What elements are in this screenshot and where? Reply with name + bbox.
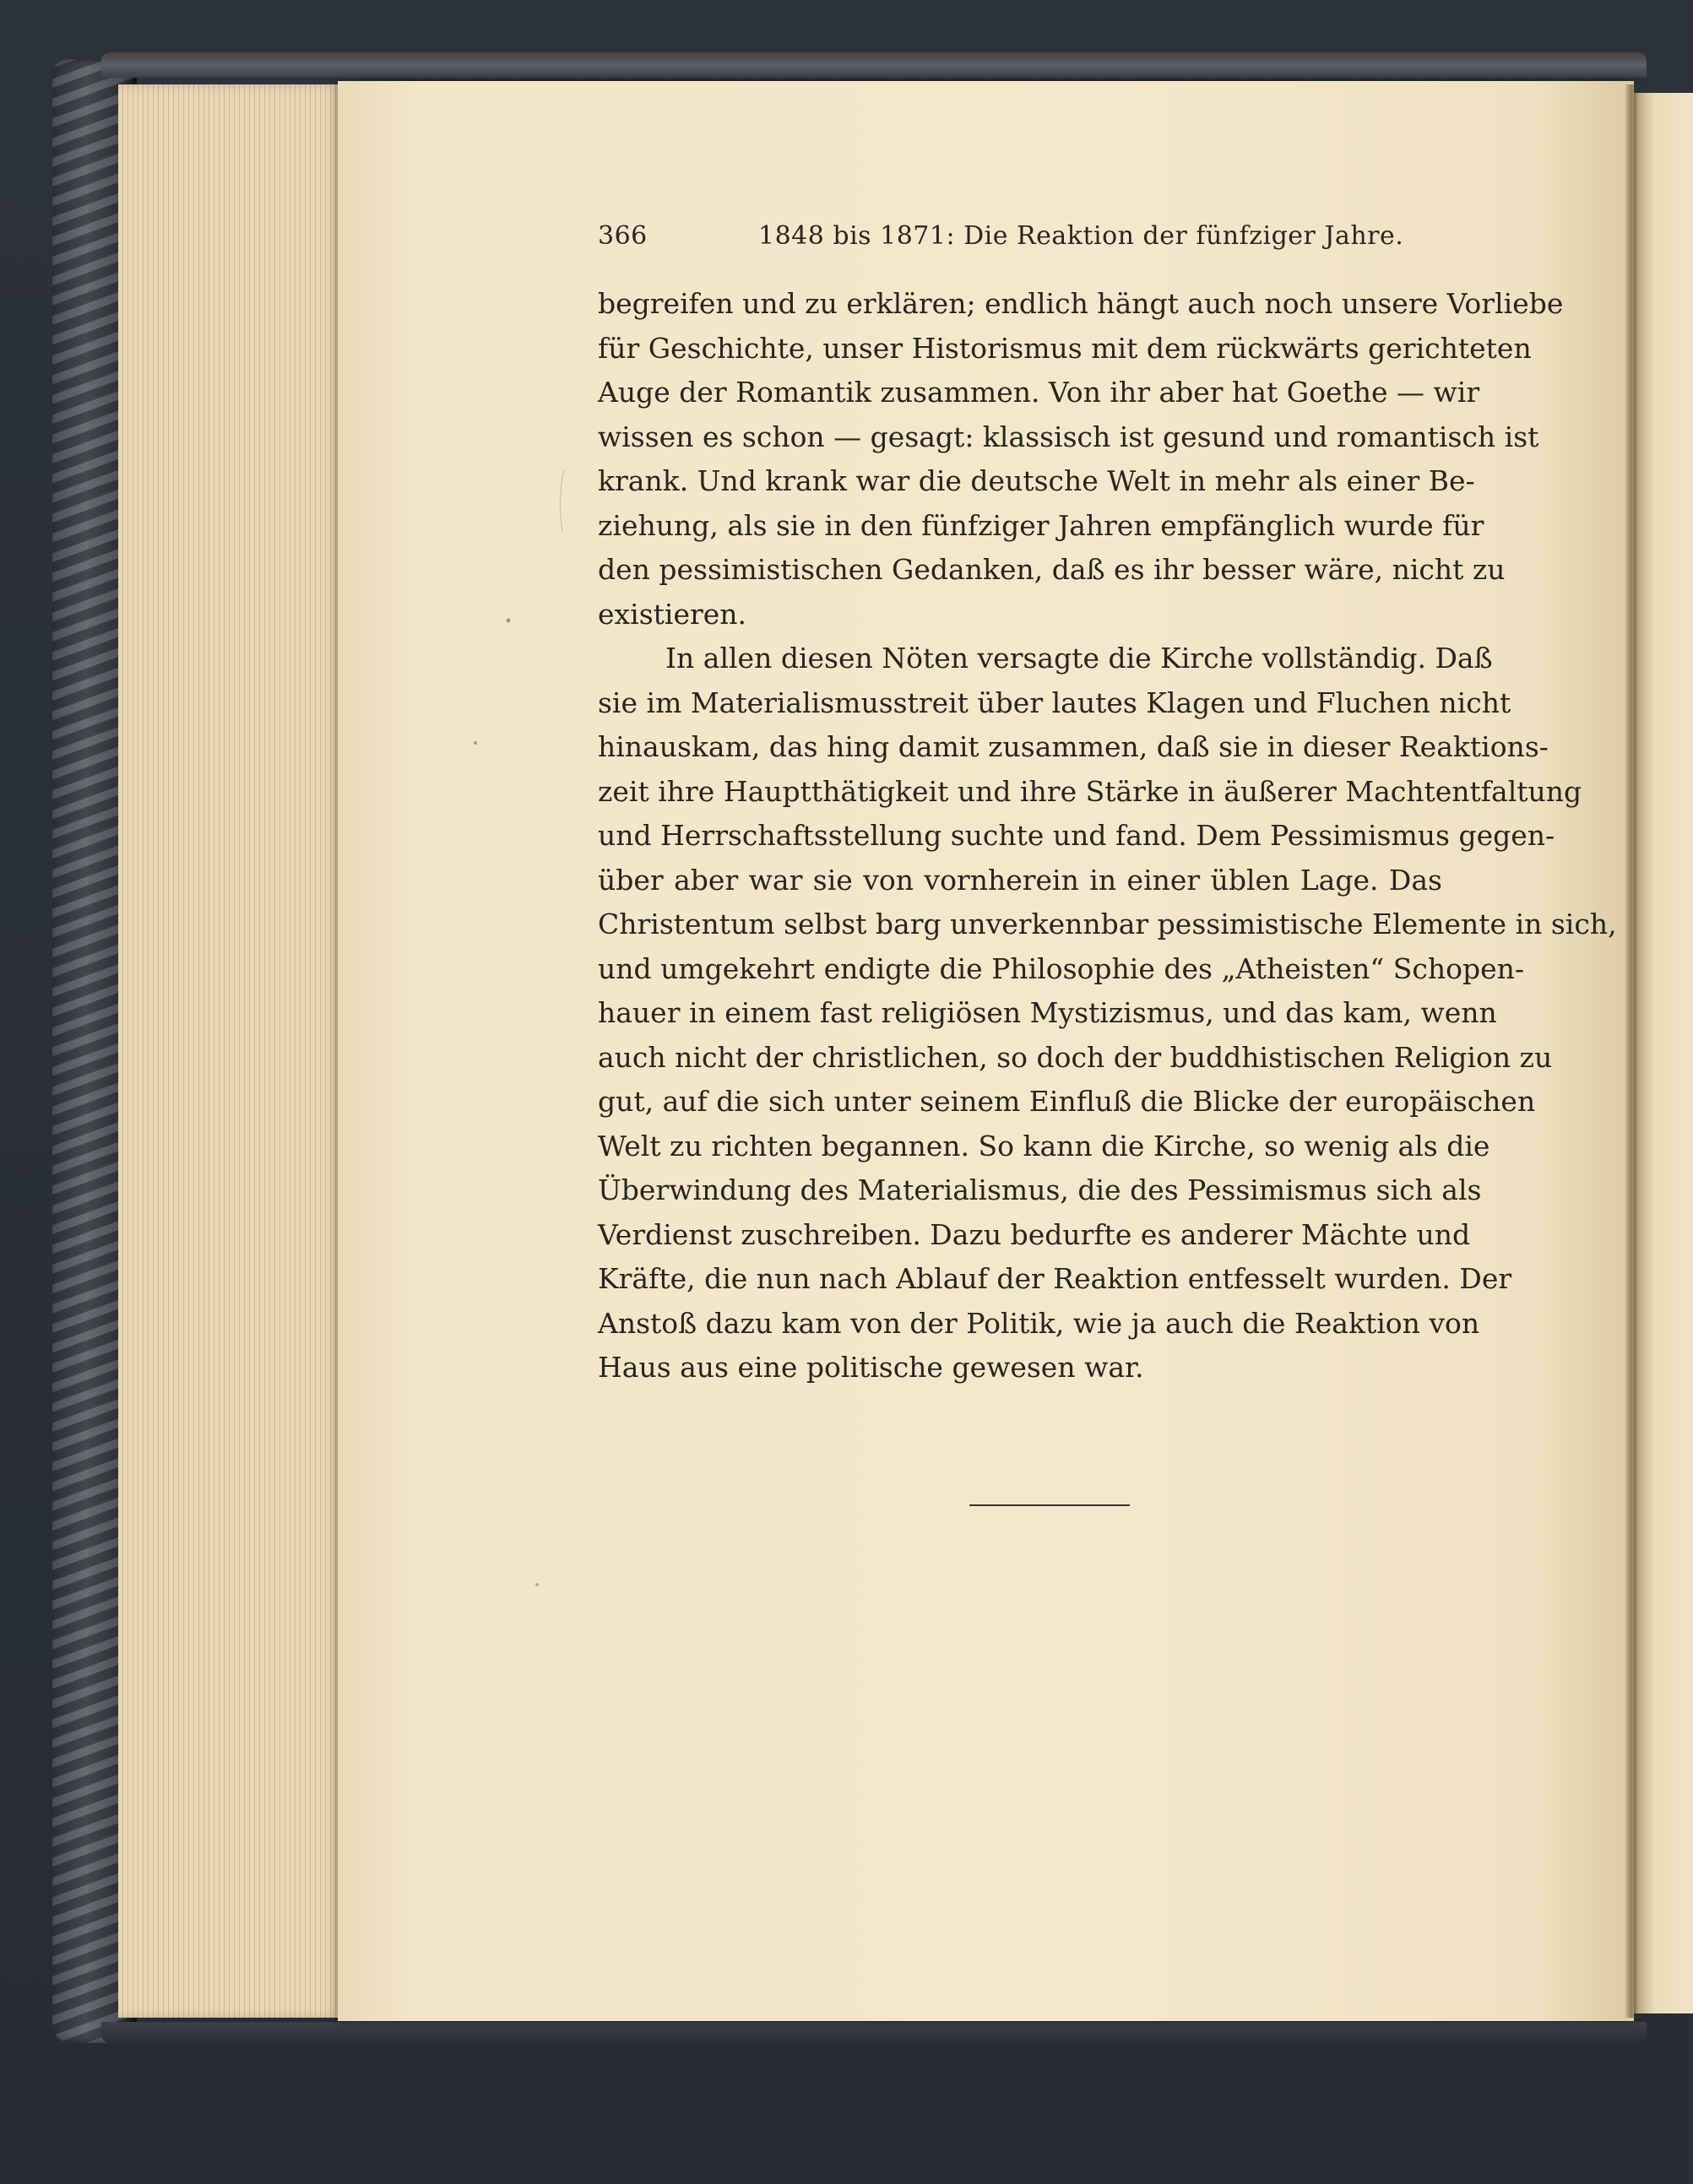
page-number: 366 — [598, 221, 648, 251]
text-line-paragraph-start: In allen diesen Nöten versagte die Kirche vollständig. Daß — [665, 642, 1493, 675]
text-line: krank. Und krank war die deutsche Welt in mehr als einer Be- — [598, 464, 1475, 497]
text-line: zeit ihre Hauptthätigkeit und ihre Stärke in äußerer Machtentfaltung — [598, 774, 1582, 808]
text-line: Christentum selbst barg unverkennbar pessimistische Elemente in sich, — [598, 908, 1617, 940]
page-gutter — [1625, 84, 1637, 2018]
text-line: ziehung, als sie in den fünfziger Jahren empfänglich wurde für — [598, 508, 1484, 542]
facing-page-edge — [1634, 93, 1693, 2013]
text-line: Anstoß dazu kam von der Politik, wie ja auch die Reaktion von — [598, 1306, 1480, 1340]
text-line: Welt zu richten begannen. So kann die Kirche, so wenig als die — [598, 1129, 1490, 1162]
text-line: hauer in einem fast religiösen Mystizismus, und das kam, wenn — [598, 996, 1497, 1029]
text-line: und Herrschaftsstellung suchte und fand. Dem Pessimismus gegen- — [598, 819, 1555, 852]
text-line: begreifen und zu erklären; endlich hängt auch noch unsere Vorliebe — [598, 287, 1564, 320]
text-line: und umgekehrt endigte die Philosophie des „Atheisten“ Schopen- — [598, 951, 1525, 985]
book-cover-bottom-edge — [101, 2022, 1647, 2044]
running-title: 1848 bis 1871: Die Reaktion der fünfziger Jahre. — [758, 221, 1404, 251]
text-line: Haus aus eine politische gewesen war. — [598, 1351, 1144, 1384]
running-head — [598, 221, 1404, 263]
text-line: wissen es schon — gesagt: klassisch ist gesund und romantisch ist — [598, 420, 1539, 453]
stacked-page-edges — [118, 84, 342, 2018]
text-line: sie im Materialismusstreit über lautes Klagen und Fluchen nicht — [598, 686, 1511, 719]
text-line: Auge der Romantik zusammen. Von ihr aber hat Goethe — wir — [598, 376, 1480, 409]
text-line: Kräfte, die nun nach Ablauf der Reaktion entfesselt wurden. Der — [598, 1262, 1512, 1295]
book-cover-top-edge — [101, 52, 1647, 78]
text-line: auch nicht der christlichen, so doch der buddhistischen Religion zu — [598, 1040, 1553, 1074]
text-line: existieren. — [598, 597, 747, 631]
text-line: Verdienst zuschreiben. Dazu bedurfte es anderer Mächte und — [598, 1217, 1471, 1251]
text-line: für Geschichte, unser Historismus mit dem rückwärts gerichteten — [598, 331, 1532, 365]
text-line: über aber war sie von vornherein in einer üblen Lage. Das — [598, 863, 1442, 897]
text-line: gut, auf die sich unter seinem Einfluß die Blicke der europäischen — [598, 1085, 1536, 1118]
text-line: den pessimistischen Gedanken, daß es ihr besser wäre, nicht zu — [598, 553, 1506, 586]
text-line: hinauskam, das hing damit zusammen, daß sie in dieser Reaktions- — [598, 730, 1549, 763]
text-line: Überwindung des Materialismus, die des Pessimismus sich als — [598, 1173, 1482, 1206]
body-text — [598, 282, 1617, 1390]
end-rule-divider — [969, 1504, 1130, 1506]
